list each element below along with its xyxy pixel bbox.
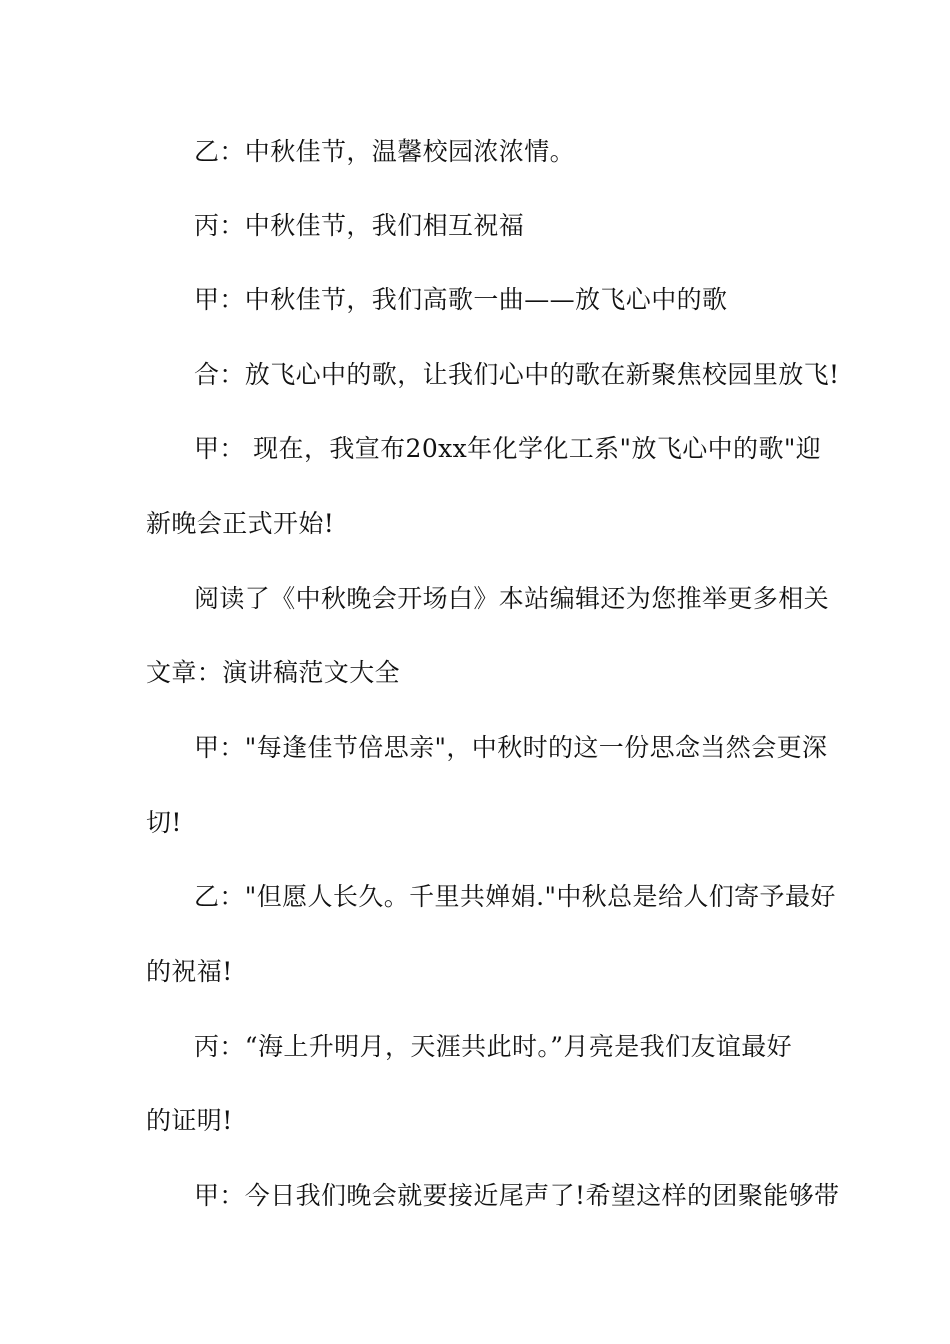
paragraph-line: 丙：中秋佳节，我们相互祝福	[194, 211, 525, 240]
paragraph-line: 甲："每逢佳节倍思亲"，中秋时的这一份思念当然会更深	[194, 733, 828, 762]
paragraph-line: 甲：今日我们晚会就要接近尾声了!希望这样的团聚能够带	[194, 1181, 840, 1210]
paragraph-line: 阅读了《中秋晚会开场白》本站编辑还为您推举更多相关	[194, 584, 830, 613]
paragraph-line: 甲：中秋佳节，我们高歌一曲——放飞心中的歌	[194, 285, 728, 314]
paragraph-line: 的祝福!	[146, 957, 233, 986]
paragraph-line: 乙："但愿人长久。千里共婵娟."中秋总是给人们寄予最好	[194, 882, 836, 911]
paragraph-line: 甲： 现在，我宣布20xx年化学化工系"放飞心中的歌"迎	[194, 434, 822, 463]
paragraph-line: 文章：演讲稿范文大全	[146, 658, 401, 687]
paragraph-line: 新晚会正式开始!	[146, 509, 335, 538]
paragraph-line: 的证明!	[146, 1106, 233, 1135]
paragraph-line: 切!	[146, 808, 182, 837]
paragraph-line: 丙：“海上升明月，天涯共此时。”月亮是我们友谊最好	[194, 1032, 793, 1061]
paragraph-line: 乙：中秋佳节，温馨校园浓浓情。	[194, 137, 576, 166]
paragraph-line: 合：放飞心中的歌，让我们心中的歌在新聚焦校园里放飞!	[194, 360, 840, 389]
